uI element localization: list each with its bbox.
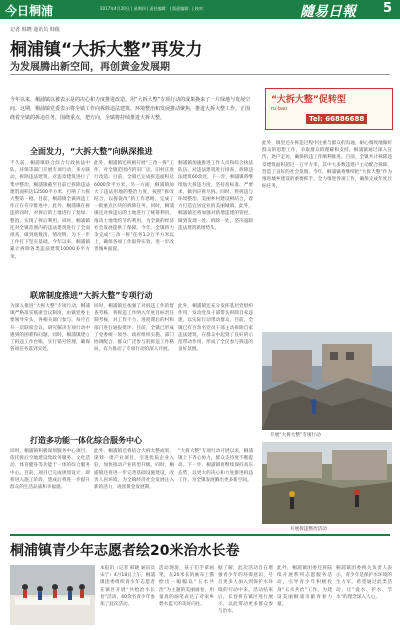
- rubble-photo-icon: [262, 332, 392, 430]
- article-column: 本报讯（记者 韩晓 通讯员 宋宁）4月18日上午，桐浦镇团委组织青少年志愿者在镇区开展“共绘治水长卷”活动，40余名青少年参加了此次活动。: [100, 566, 155, 608]
- article-column: 同时，桐浦镇还加强了对拆违工作的督查考核，将拆违工作纳入年度目标责任制考核，对工作不力、进度滞后的村和部门进行通报批评。目前，全镇已形成了党委统一领导、政府组织实施、部门协调配合、群众广泛参与的拆违工作格局，有力推动了专项行动的深入开展。: [94, 304, 174, 353]
- article-column: 不久前，桐浦镇联合综合行政执法中队、环保等部门开展专项行动，多方联动，拆除违法建筑，对违章建筑进行了集中整治。桐浦镇截至目前已拆除违法建筑面积达12500平方米，打响了大拆大整第一枪。目前，桐浦镇全镇拆违工作正在有序推进中。此外，桐浦镇在拆违的同时，对拆后的土地进行了复绿、整治，实现了拆后利用。同时，桐浦镇还对全镇范围内的违法建筑进行了全面排查，做到底数清、情况明，为下一步工作打下坚实基础。今年以来，桐浦镇累计拆除各类违法建筑10000多平方米。: [10, 161, 90, 260]
- article-column: 桐浦镇加速推进工作人员和综合执法队伍，对违法建筑进行排查，拆除违法建筑60余处。下一步，桐浦镇将继续加大拆违力度，坚持高标准、严要求，做到应拆尽拆。同时，将拆违与环境整治、美丽乡村建设相结合，着力打造宜居宜业的美丽城镇。此外，桐浦镇还将加强对新增违建的管控，做到发现一处、拆除一处，坚决遏制违法建筑新增势头。: [178, 161, 253, 231]
- article-column: 同时，桐浦镇积极谋划服务中心项目，依托拆后空地建设集政务服务、文化活动、体育健身等功能于一体的综合服务中心。目前，项目已完成规划设计，即将进入施工阶段，建成后将进一步提升群众的生活品质和幸福感。: [10, 449, 90, 491]
- photo-caption: 开展“大拆大整”专项行动: [270, 433, 321, 438]
- section-heading-1: 全面发力，“大拆大整”向纵深推进: [30, 147, 153, 156]
- article-column: 据了解，此次活动旨在增强青少年的环保意识，号召更多人加入到保护水环境的行动中来。活动结束后，长卷将在镇区进行展示，以此带动更多群众参与治水。: [218, 566, 273, 615]
- section-divider: [10, 534, 390, 536]
- article-column-right: 此外，镇里还在拆违过程中注重与群众的沟通，耐心细致地做好群众的思想工作，争取群众的理解和支持。桐浦镇通过深入宣传、逐户走访，确保拆违工作顺利推进。目前，全镇共计拆除违章建筑面积超过一万平方米，其中大多数违建户主动配合拆除，营造了良好的社会氛围。今年，桐浦镇将继续把“大拆大整”作为推进城乡建设的重要抓手，全力推进各项工作，确保完成年度目标任务。: [262, 141, 392, 190]
- hotline-box: [265, 88, 393, 130]
- hotline-pinyin: ru bao: [271, 106, 288, 112]
- hotline-tel: Tel: 66886688: [306, 114, 367, 124]
- article-column: “大拆大整”专项行动开展以来，桐浦镇上下齐心协力，群众支持度不断提高。下一步，桐浦镇将继续保持高压态势，以更大的决心和力度推进拆违工作，为全镇发展腾出更多新空间。: [178, 449, 253, 483]
- page-number: 5: [383, 1, 393, 16]
- article-column: 此外，桐浦镇还积极开展“三改一拆”工作，对全镇范围内的旧厂房、旧村庄进行改造。目前，全镇已完成拆违面积达6000余平方米。另一方面，桐浦镇加大了违法用地的整治力度，按照“拆改结合、以拆促改”的工作思路，完成了一批重点区块的拆除任务。同时，桐浦镇还对拆违后的土地进行了统筹利用，推动土地集约节约利用，为全镇的经济社会发展提供了保障。今年，全镇将力争完成“三改一拆”任务1.2万平方米以上，确保各项工作取得实效，进一步改善城乡面貌。: [94, 161, 174, 253]
- demolition-photo: [262, 442, 392, 524]
- article-column: 此外，桐浦镇团委还将陆续开展系列志愿服务活动，引导青少年积极投身“五水共治”工作，为建设美丽桐浦贡献青春力量。: [277, 566, 332, 608]
- section-heading-3: 打造多功能一体化综合服务中心: [30, 436, 142, 445]
- headline: 桐浦镇“大拆大整”再发力: [10, 40, 203, 60]
- volunteer-headline: 桐浦镇青少年志愿者绘20米治水长卷: [10, 543, 240, 559]
- section-heading-2: 联席制度推进“大拆大整”专项行动: [30, 291, 153, 300]
- group-photo-icon: [10, 565, 95, 625]
- article-column: 为深入推进“大拆大整”专项行动，桐浦镇严格落实联席会议制度，由镇党委主要领导牵头，各相关部门参与，每月召开一次联席会议，研究解决专项行动中遇到的困难和问题。同时，桐浦镇建立了拆违工作台账，实行销号管理，确保各项任务落到实处。: [10, 304, 90, 353]
- article-column: 活动现场，孩子们手拿画笔，在20米长的画布上描绘出一幅幅以“五水共治”为主题的美丽画卷，用童真的画笔表达了对家乡碧水蓝天的美好向往。: [159, 566, 214, 608]
- volunteer-photo: [10, 565, 95, 625]
- article-column: 此外，桐浦镇还将结合大拆大整成果，谋划一批产业项目，引进优质企业入驻，加快推动产业转型升级。同时，桐浦镇还将进一步完善基础设施建设，改善人居环境，为全镇经济社会发展注入新的活力，再创黄金发展期。: [94, 449, 174, 491]
- photo-caption: 开展拆违整治活动: [290, 527, 327, 532]
- divider: [10, 74, 390, 75]
- byline: 记者 韩晓 通讯员 韩俊: [10, 27, 60, 33]
- cleanup-photo-icon: [262, 442, 392, 524]
- article-column: 桐浦镇团委相关负责人表示，青少年是保护水环境的生力军，希望通过此类活动，让“爱水、护水、节水”的理念深入人心。: [336, 566, 392, 600]
- article-column: 此外，桐浦镇还充分发挥基层党组织作用，发动党员干部带头拆除自家违建，以实际行动带动群众。目前，全镇已有百余名党员干部主动拆除自家违法建筑，在群众中起到了良好的示范带动作用，形成了全民参与拆违的良好氛围。: [178, 304, 253, 353]
- edition-meta: 2017年4月20日 | 星期四 | 责任编辑：| 版面编辑：| 校对：: [100, 6, 207, 11]
- hotline-title: “大拆大整”促转型: [271, 95, 346, 105]
- newspaper-logo: 隨易日報: [300, 4, 356, 20]
- subheadline: 为发展腾出新空间，再创黄金发展期: [10, 62, 170, 73]
- section-title: 今日桐浦: [5, 4, 54, 18]
- lead-paragraph: 今年以来，桐浦镇以被表示是的决心和力度推进改造。用“大拆大整”专项行动的成果换来了一片绿地与发展空间。这期，桐浦镇党委表示将全镇工作向拆除违法建筑、环境整治和发展推动聚焦，推进大拆大整工作。正围绕着全镇的拆违任务，围绕重点，把方向，全镇将持续推进大拆大整。: [10, 97, 251, 121]
- page-header-bar: [0, 0, 400, 19]
- demolition-photo: [262, 332, 392, 430]
